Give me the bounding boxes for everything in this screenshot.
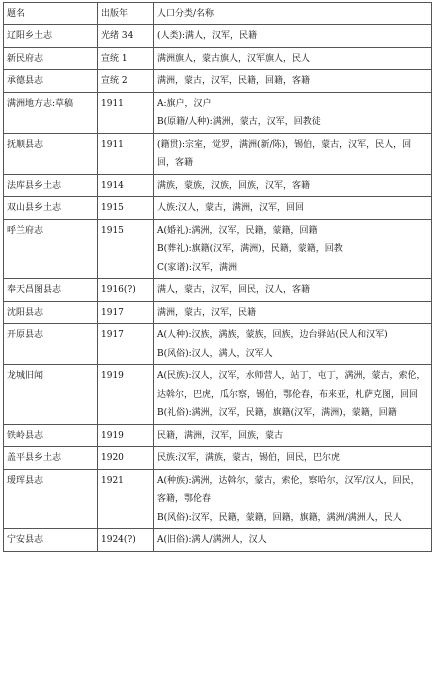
cell-classification — [154, 301, 432, 324]
cell-classification — [154, 174, 432, 197]
cell-classification — [154, 424, 432, 447]
table-row — [4, 279, 432, 302]
cell-title: 抚顺县志 — [4, 133, 98, 174]
classification-line: 民籍，满洲，汉军，回族，蒙古 — [157, 430, 284, 441]
cell-classification — [154, 25, 432, 48]
classification-line: 满族，蒙族，汉族，回族，汉军，客籍 — [157, 180, 311, 191]
table-row — [4, 197, 432, 220]
cell-title: 辽阳乡土志 — [4, 25, 98, 48]
table-row — [4, 70, 432, 93]
cell-year: 1915 — [98, 219, 154, 279]
table-row — [4, 301, 432, 324]
cell-year: 光绪 34 — [98, 25, 154, 48]
table-row — [4, 47, 432, 70]
cell-classification — [154, 324, 432, 365]
classification-line: A(旧俗):满人/满洲人，汉人 — [157, 535, 267, 545]
classification-line: 满人，蒙古，汉军，回民，汉人，客籍 — [157, 285, 311, 295]
table-row — [4, 424, 432, 447]
cell-year: 1919 — [98, 424, 154, 447]
cell-title: 铁岭县志 — [4, 424, 98, 447]
cell-year: 1921 — [98, 469, 154, 529]
cell-year: 1917 — [98, 324, 154, 365]
cell-title: 盖平县乡土志 — [4, 447, 98, 470]
classification-line: (人类):满人，汉军，民籍 — [157, 31, 258, 41]
header-title: 题名 — [4, 3, 98, 25]
cell-title: 呼兰府志 — [4, 219, 98, 279]
cell-classification — [154, 219, 432, 279]
cell-classification — [154, 447, 432, 470]
cell-year: 1911 — [98, 92, 154, 133]
cell-year: 1914 — [98, 174, 154, 197]
cell-year: 1920 — [98, 447, 154, 470]
classification-line: B(风俗):汉军，民籍，蒙籍，回籍，旗籍，满洲/满洲人，民人 — [157, 512, 402, 523]
cell-title: 满洲地方志:草稿 — [4, 92, 98, 133]
cell-year: 1915 — [98, 197, 154, 220]
table-row — [4, 469, 432, 529]
table-row — [4, 447, 432, 470]
classification-line: B(葬礼):旗籍(汉军，满洲)，民籍，蒙籍，回教 — [157, 244, 343, 254]
header-year: 出版年 — [98, 3, 154, 25]
classification-line: 民族:汉军，满族，蒙古，锡伯，回民，巴尔虎 — [157, 453, 341, 463]
cell-classification — [154, 279, 432, 302]
classification-line: 满洲，蒙古，汉军，民籍 — [157, 307, 257, 318]
cell-title: 法库县乡土志 — [4, 174, 98, 197]
classification-line: 满洲，蒙古，汉军，民籍，回籍，客籍 — [157, 76, 311, 86]
header-classification: 人口分类/名称 — [154, 3, 432, 25]
cell-classification — [154, 197, 432, 220]
cell-classification — [154, 133, 432, 174]
cell-year: 宣统 1 — [98, 47, 154, 70]
table-row — [4, 529, 432, 552]
table-row — [4, 219, 432, 279]
cell-year: 1911 — [98, 133, 154, 174]
cell-year: 1917 — [98, 301, 154, 324]
cell-classification — [154, 47, 432, 70]
cell-title: 新民府志 — [4, 47, 98, 70]
table-body — [4, 25, 432, 552]
cell-year: 宣统 2 — [98, 70, 154, 93]
cell-title: 龙城旧闻 — [4, 365, 98, 425]
table-header-row — [4, 3, 432, 25]
population-classification-table — [3, 2, 432, 552]
cell-title: 奉天昌图县志 — [4, 279, 98, 302]
cell-year: 1916(?) — [98, 279, 154, 302]
classification-line: B(礼俗):满洲，汉军，民籍，旗籍(汉军，满洲)，蒙籍，回籍 — [157, 408, 397, 418]
classification-line: (籍贯):宗室，觉罗，满洲(新/陈)，锡伯，蒙古，汉军，民人，回回，客籍 — [157, 139, 412, 168]
classification-line: A(婚礼):满洲，汉军，民籍，蒙籍，回籍 — [157, 225, 318, 236]
table-row — [4, 92, 432, 133]
cell-title: 开原县志 — [4, 324, 98, 365]
classification-line: C(家谱):汉军，满洲 — [157, 262, 237, 273]
cell-title: 宁安县志 — [4, 529, 98, 552]
table-row — [4, 174, 432, 197]
table-row — [4, 133, 432, 174]
cell-title: 双山县乡土志 — [4, 197, 98, 220]
cell-classification — [154, 365, 432, 425]
table-row — [4, 25, 432, 48]
cell-year: 1919 — [98, 365, 154, 425]
classification-line: B(原籍/人种):满洲，蒙古，汉军，回教徒 — [157, 117, 321, 127]
classification-line: A(人种):汉族，满族，蒙族，回族，边台驿站(民人和汉军) — [157, 330, 388, 340]
population-table-container — [3, 2, 432, 552]
table-row — [4, 365, 432, 425]
cell-title: 瑷珲县志 — [4, 469, 98, 529]
classification-line: A(种族):满洲，达斡尔，蒙古，索伦，察哈尔，汉军/汉人，回民，客籍，鄂伦春 — [157, 475, 420, 504]
cell-year: 1924(?) — [98, 529, 154, 552]
classification-line: B(风俗):汉人，满人，汉军人 — [157, 348, 273, 359]
classification-line: 满洲旗人，蒙古旗人，汉军旗人，民人 — [157, 53, 311, 64]
classification-line: 人族:汉人，蒙古，满洲，汉军，回回 — [157, 203, 305, 213]
cell-classification — [154, 469, 432, 529]
table-row — [4, 324, 432, 365]
cell-title: 沈阳县志 — [4, 301, 98, 324]
classification-line: A:旗户，汉户 — [157, 98, 212, 109]
cell-title: 承德县志 — [4, 70, 98, 93]
cell-classification — [154, 70, 432, 93]
cell-classification — [154, 529, 432, 552]
classification-line: A(民族):汉人，汉军，水师营人，站丁，屯丁，满洲，蒙古，索伦，达斡尔，巴虎，瓜尔察，锡伯，鄂伦春，布来亚，札萨克图，回回 — [157, 371, 426, 400]
cell-classification — [154, 92, 432, 133]
